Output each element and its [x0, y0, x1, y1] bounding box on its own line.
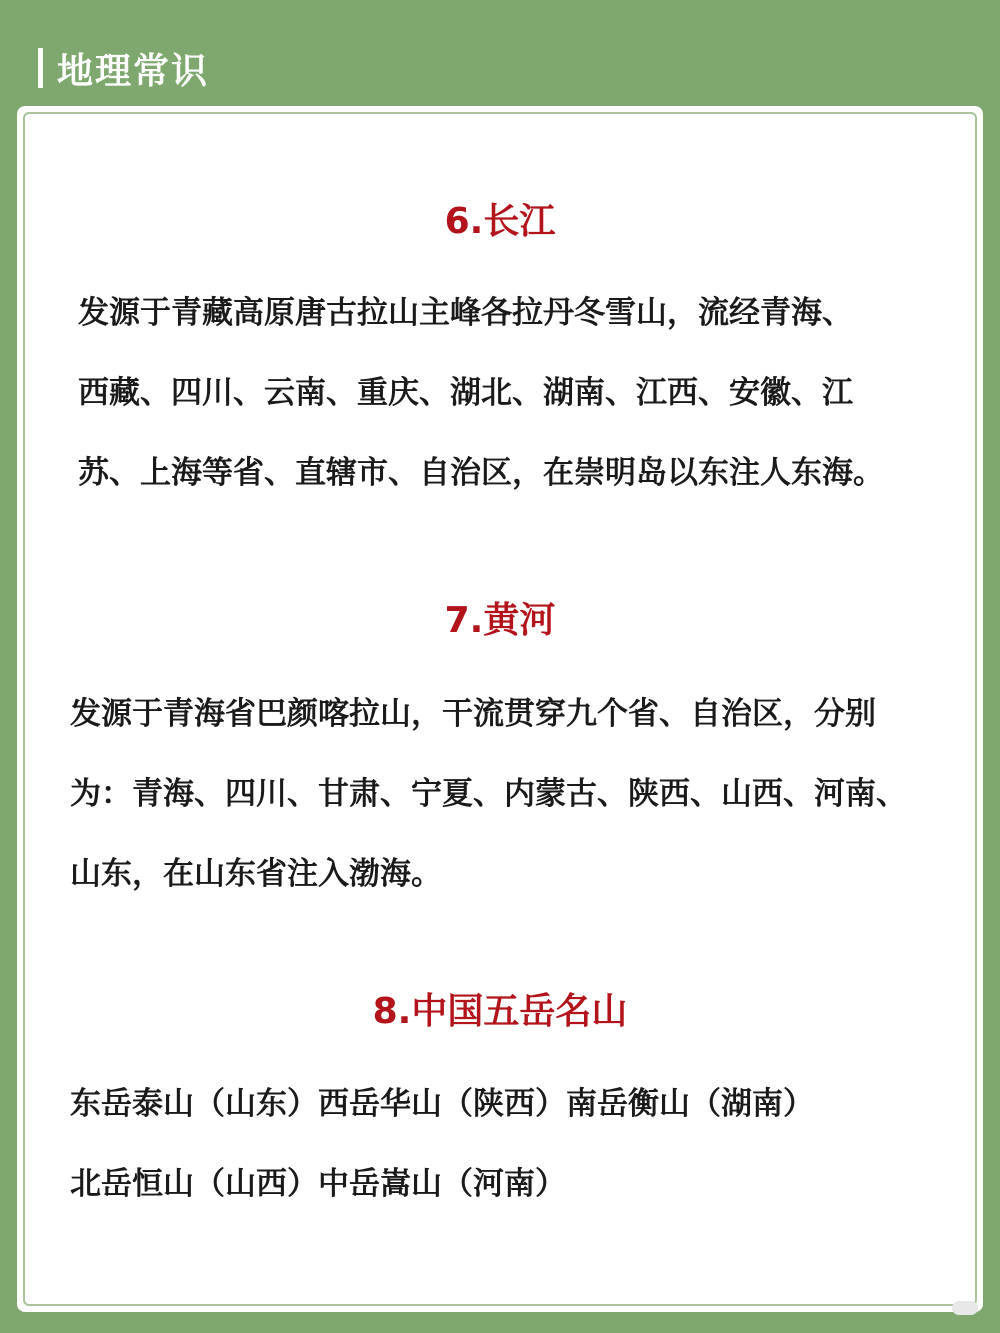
section-yellow-river-line-1: 发源于青海省巴颜喀拉山，干流贯穿九个省、自治区，分别: [70, 696, 876, 732]
section-five-mountains-line-2: 北岳恒山（山西）中岳嵩山（河南）: [70, 1166, 566, 1202]
section-yellow-river-line-2: 为：青海、四川、甘肃、宁夏、内蒙古、陕西、山西、河南、: [70, 776, 907, 812]
header-accent-bar: [38, 48, 43, 88]
section-five-mountains-line-1: 东岳泰山（山东）西岳华山（陕西）南岳衡山（湖南）: [70, 1086, 814, 1122]
section-yangtze-line-1: 发源于青藏高原唐古拉山主峰各拉丹冬雪山，流经青海、: [78, 295, 853, 331]
section-title-five-mountains: 8.中国五岳名山: [372, 991, 628, 1032]
section-yangtze-line-3: 苏、上海等省、直辖市、自治区，在崇明岛以东注人东海。: [78, 455, 884, 491]
section-yangtze-line-2: 西藏、四川、云南、重庆、湖北、湖南、江西、安徽、江: [78, 375, 853, 411]
page-title: 地理常识: [57, 50, 210, 92]
watermark-icon: [952, 1301, 978, 1315]
section-title-yangtze: 6.长江: [444, 201, 556, 242]
section-title-yellow-river: 7.黄河: [444, 600, 556, 641]
section-yellow-river-line-3: 山东，在山东省注入渤海。: [70, 856, 442, 892]
page-header: [38, 44, 209, 92]
